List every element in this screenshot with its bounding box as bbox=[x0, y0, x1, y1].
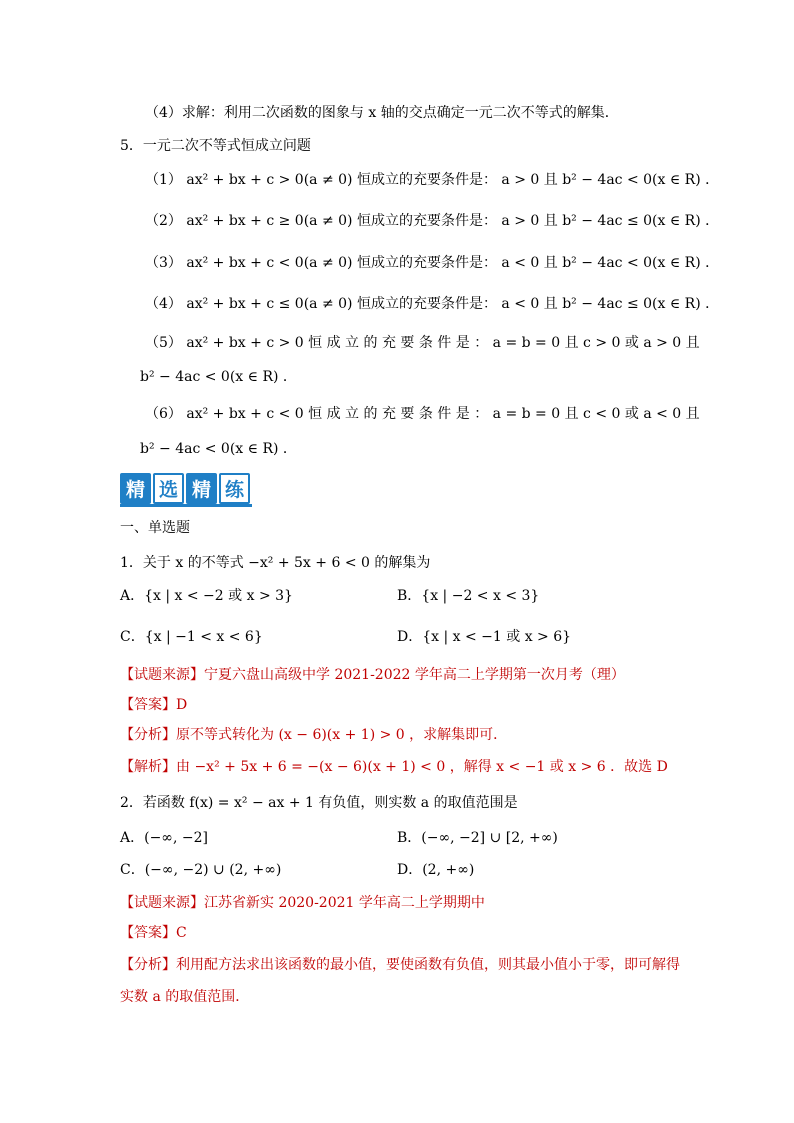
badge-char: 练 bbox=[219, 473, 250, 504]
question-2-option-d: D．(2, +∞) bbox=[397, 862, 475, 878]
part-title: 一、单选题 bbox=[120, 520, 190, 536]
question-1-stem: 1．关于 x 的不等式 −x² + 5x + 6 < 0 的解集为 bbox=[120, 555, 431, 571]
condition-6-line2: b² − 4ac < 0(x ∈ R) ． bbox=[140, 441, 297, 457]
question-1-option-b: B．{x | −2 < x < 3} bbox=[397, 588, 540, 604]
condition-6-line1: （6） ax² + bx + c < 0 恒 成 立 的 充 要 条 件 是 ： a = b = 0 且 c < 0 或 a < 0 且 bbox=[145, 406, 700, 422]
question-1-option-c: C．{x | −1 < x < 6} bbox=[120, 629, 263, 645]
question-2-source: 【试题来源】江苏省新实 2020-2021 学年高二上学期期中 bbox=[120, 895, 485, 911]
badge-underline bbox=[120, 504, 252, 507]
badge-char: 精 bbox=[186, 473, 217, 504]
practice-badge bbox=[120, 473, 250, 504]
badge-char: 选 bbox=[153, 473, 184, 504]
condition-5-line2: b² − 4ac < 0(x ∈ R) ． bbox=[140, 369, 297, 385]
question-1-answer: 【答案】D bbox=[120, 697, 188, 713]
condition-1: （1） ax² + bx + c > 0(a ≠ 0) 恒成立的充要条件是： a > 0 且 b² − 4ac < 0(x ∈ R) ． bbox=[145, 172, 720, 188]
question-1-solution: 【解析】由 −x² + 5x + 6 = −(x − 6)(x + 1) < 0 ，解得 x < −1 或 x > 6 ．故选 D bbox=[120, 759, 668, 775]
condition-3: （3） ax² + bx + c < 0(a ≠ 0) 恒成立的充要条件是： a < 0 且 b² − 4ac < 0(x ∈ R) ． bbox=[145, 255, 720, 271]
question-1-option-a: A．{x | x < −2 或 x > 3} bbox=[120, 588, 293, 604]
solve-step-item: （4）求解：利用二次函数的图象与 x 轴的交点确定一元二次不等式的解集． bbox=[145, 105, 619, 121]
question-2-stem: 2．若函数 f(x) = x² − ax + 1 有负值，则实数 a 的取值范围是 bbox=[120, 795, 518, 811]
question-1-analysis: 【分析】原不等式转化为 (x − 6)(x + 1) > 0 ，求解集即可． bbox=[120, 727, 508, 743]
badge-char: 精 bbox=[120, 473, 151, 504]
condition-2: （2） ax² + bx + c ≥ 0(a ≠ 0) 恒成立的充要条件是： a > 0 且 b² − 4ac ≤ 0(x ∈ R) ． bbox=[145, 213, 720, 229]
question-2-option-c: C．(−∞, −2) ∪ (2, +∞) bbox=[120, 862, 282, 878]
question-2-analysis-line1: 【分析】利用配方法求出该函数的最小值，要使函数有负值，则其最小值小于零，即可解得 bbox=[120, 957, 680, 973]
condition-5-line1: （5） ax² + bx + c > 0 恒 成 立 的 充 要 条 件 是 ： a = b = 0 且 c > 0 或 a > 0 且 bbox=[145, 335, 700, 351]
question-1-source: 【试题来源】宁夏六盘山高级中学 2021-2022 学年高二上学期第一次月考（理） bbox=[120, 667, 625, 683]
question-2-answer: 【答案】C bbox=[120, 925, 187, 941]
section-title: 5．一元二次不等式恒成立问题 bbox=[120, 138, 311, 154]
question-2-analysis-line2: 实数 a 的取值范围． bbox=[120, 989, 250, 1005]
condition-4: （4） ax² + bx + c ≤ 0(a ≠ 0) 恒成立的充要条件是： a < 0 且 b² − 4ac ≤ 0(x ∈ R) ． bbox=[145, 296, 720, 312]
question-2-option-b: B．(−∞, −2] ∪ [2, +∞) bbox=[397, 830, 558, 846]
question-1-option-d: D．{x | x < −1 或 x > 6} bbox=[397, 629, 572, 645]
question-2-option-a: A．(−∞, −2] bbox=[120, 830, 208, 846]
